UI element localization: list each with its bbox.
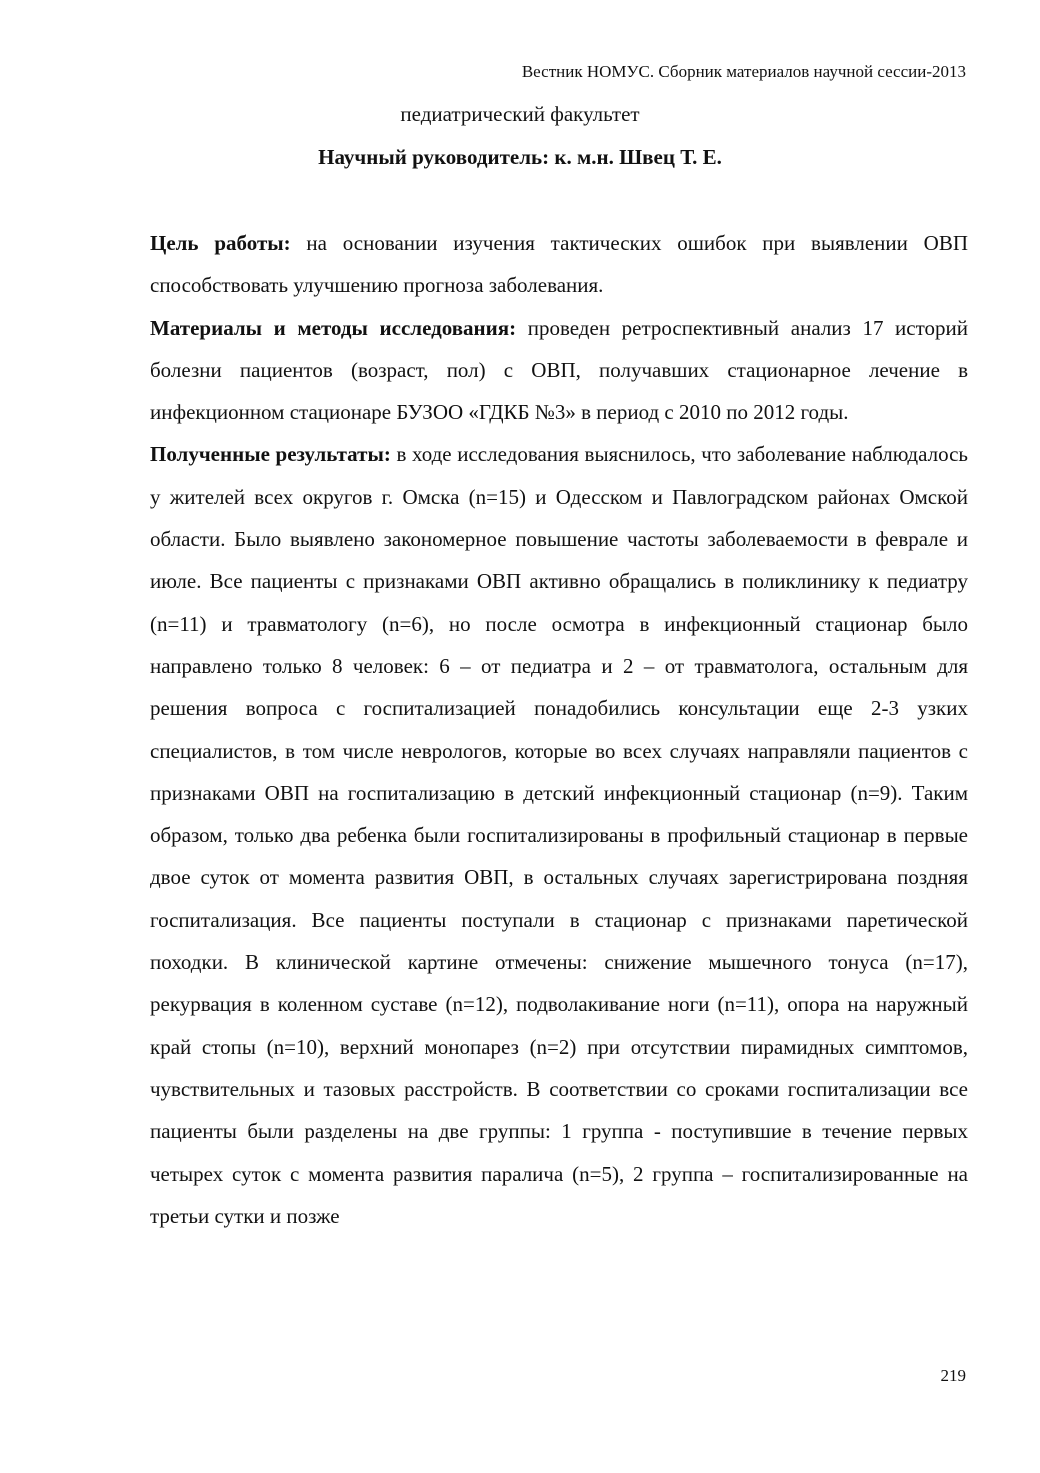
goal-text: на основании изучения тактических ошибок при выявлении ОВП способствовать улучшению прогноза заболевания. — [150, 231, 969, 298]
methods-text: проведен ретроспективный анализ 17 историй болезни пациентов (возраст, пол) с ОВП, получавших стационарное лечение в инфекционном стационаре БУЗОО «ГДКБ №3» в период с 2010 по 2012 годы. — [150, 315, 968, 425]
journal-header: Вестник НОМУС. Сборник материалов научной сессии-2013 — [521, 62, 966, 81]
article-body — [150, 222, 968, 1237]
results-label: Полученные результаты: — [150, 442, 391, 467]
goal-paragraph — [150, 222, 968, 307]
results-text: в ходе исследования выяснилось, что заболевание наблюдалось у жителей всех округов г. Омска (n=15) и Одесском и Павлоградском районах Омской области. Было выявлено закономерное повышение частоты заболеваемости в феврале и июле. Все пациенты с признаками ОВП активно обращались в поликлинику к педиатру (n=11) и травматологу (n=6), но после осмотра в инфекционный стационар было направлено только 8 человек: 6 – от педиатра и 2 – от травматолога, остальным для решения вопроса с госпитализацией понадобились консультации еще 2-3 узких специалистов, в том числе неврологов, которые во всех случаях направляли пациентов с признаками ОВП на госпитализацию в детский инфекционный стационар (n=9). Таким образом, только два ребенка были госпитализированы в профильный стационар в первые двое суток от момента развития ОВП, в остальных случаях зарегистрирована поздняя госпитализация. Все пациенты поступали в стационар с признаками паретической походки. В клинической картине отмечены: снижение мышечного тонуса (n=17), рекурвация в коленном суставе (n=12), подволакивание ноги (n=11), опора на наружный край стопы (n=10), верхний монопарез (n=2) при отсутствии пирамидных симптомов, чувствительных и тазовых расстройств. В соответствии со сроками госпитализации все пациенты были разделены на две группы: 1 группа - поступившие в течение первых четырех суток с момента развития паралича (n=5), 2 группа – госпитализированные на третьи сутки и позже — [150, 442, 968, 1228]
goal-label: Цель работы: — [150, 231, 291, 255]
methods-label: Материалы и методы исследования: — [150, 315, 517, 340]
methods-paragraph — [150, 307, 968, 434]
page-number: 219 — [940, 1366, 966, 1385]
faculty-line: педиатрический факультет — [400, 102, 640, 126]
scientific-advisor: Научный руководитель: к. м.н. Швец Т. Е. — [318, 145, 722, 169]
results-paragraph — [150, 433, 968, 1237]
